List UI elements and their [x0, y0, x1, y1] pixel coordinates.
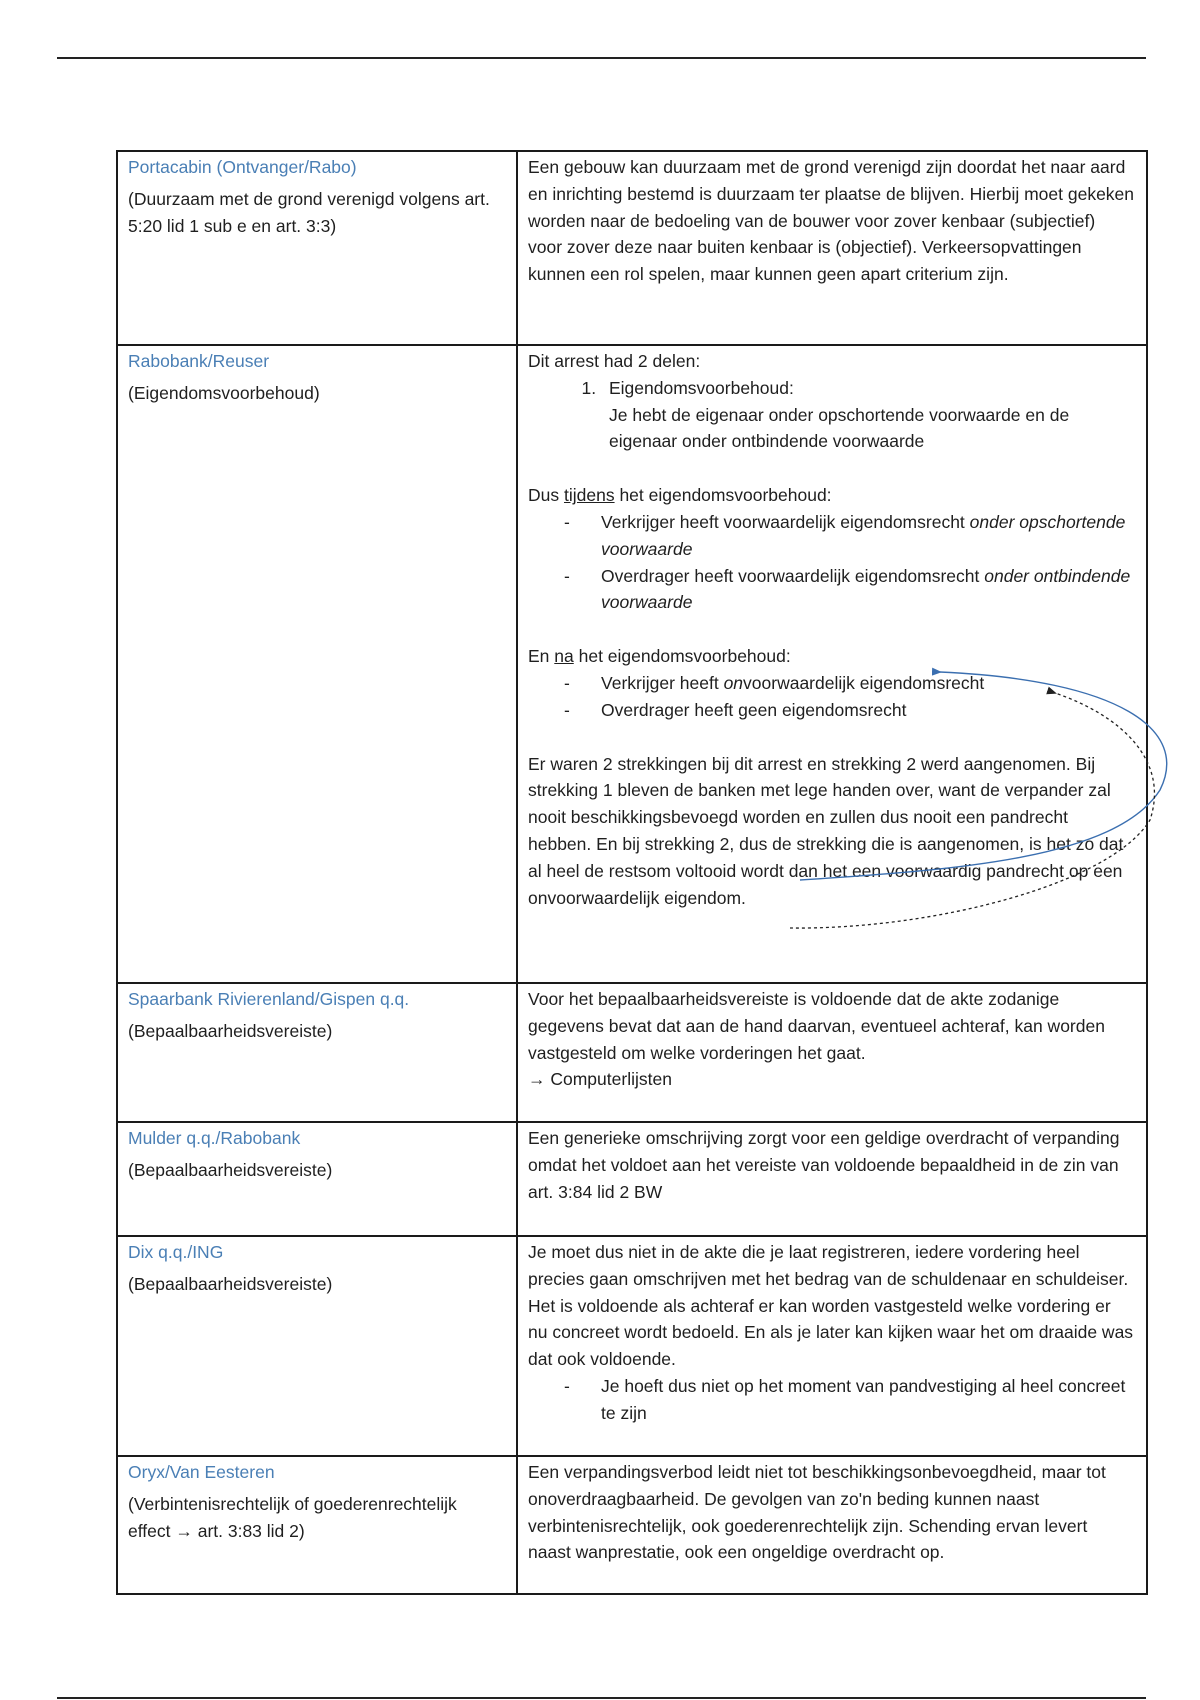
list-item: - Verkrijger heeft voorwaardelijk eigendomsrecht onder opschortende voorwaarde — [601, 509, 1134, 563]
case-link[interactable]: Portacabin (Ontvanger/Rabo) — [128, 157, 357, 177]
list-item-title: 1. Eigendomsvoorbehoud: — [609, 377, 794, 398]
case-cell — [117, 151, 517, 345]
after-heading: En na het eigendomsvoorbehoud: — [528, 646, 791, 667]
case-topic: (Bepaalbaarheidsvereiste) — [128, 1273, 333, 1294]
summary-text: Een verpandingsverbod leidt niet tot beschikkingsonbevoegdheid, maar tot onoverdraagbaarheid. De gevolgen van zo'n beding kunnen naast verbintenisrechtelijk, ook goederenrechtelijk zijn. Schending ervan levert naast wanprestatie, ook een ongeldige overdracht op. — [528, 1462, 1106, 1563]
case-topic: (Bepaalbaarheidsvereiste) — [128, 1020, 333, 1041]
list-item: - Overdrager heeft voorwaardelijk eigendomsrecht onder ontbindende voorwaarde — [601, 563, 1134, 617]
case-link[interactable]: Oryx/Van Eesteren — [128, 1462, 275, 1482]
summary-intro: Dit arrest had 2 delen: — [528, 351, 701, 371]
table-row — [117, 1122, 1147, 1236]
list-item: - Verkrijger heeft onvoorwaardelijk eigendomsrecht — [601, 670, 1134, 697]
case-link[interactable]: Rabobank/Reuser — [128, 351, 270, 371]
summary-text: Een generieke omschrijving zorgt voor een geldige overdracht of verpanding omdat het voldoet aan het vereiste van voldoende bepaaldheid in de zin van art. 3:84 lid 2 BW — [528, 1128, 1120, 1202]
case-link[interactable]: Dix q.q./ING — [128, 1242, 224, 1262]
summary-arrow-line: → Computerlijsten — [528, 1069, 672, 1090]
summary-text: Een gebouw kan duurzaam met de grond verenigd zijn doordat het naar aard en inrichting bestemd is duurzaam ter plaatse de blijven. Hierbij moet gekeken worden naar de bedoeling van de bouwer voor zover kenbaar (subjectief) voor zover deze naar buiten kenbaar is (objectief). Verkeersopvattingen kunnen een rol spelen, maar kunnen geen apart criterium zijn. — [528, 157, 1135, 285]
dash-list — [528, 509, 1134, 616]
table-row — [117, 151, 1147, 345]
summary-cell — [517, 1456, 1147, 1594]
summary-cell — [517, 1236, 1147, 1456]
table-row — [117, 1456, 1147, 1594]
case-link[interactable]: Mulder q.q./Rabobank — [128, 1128, 301, 1148]
dash-list — [528, 670, 1134, 724]
summary-text: Voor het bepaalbaarheidsvereiste is voldoende dat de akte zodanige gegevens bevat dat aan de hand daarvan, eventueel achteraf, kan worden vastgesteld om welke vorderingen het gaat. — [528, 989, 1105, 1063]
case-cell — [117, 1236, 517, 1456]
case-table — [116, 150, 1148, 1595]
case-topic: (Duurzaam met de grond verenigd volgens art. 5:20 lid 1 sub e en art. 3:3) — [128, 188, 490, 236]
table-row — [117, 345, 1147, 983]
footer-rule — [57, 1697, 1146, 1699]
case-cell — [117, 983, 517, 1122]
list-item-text: Je hebt de eigenaar onder opschortende voorwaarde en de eigenaar onder ontbindende voorwaarde — [609, 404, 1070, 452]
list-item: - Overdrager heeft geen eigendomsrecht — [601, 697, 1134, 724]
case-cell — [117, 345, 517, 983]
summary-cell — [517, 1122, 1147, 1236]
table-row — [117, 983, 1147, 1122]
dash-list — [528, 1373, 1134, 1427]
case-cell — [117, 1122, 517, 1236]
case-link[interactable]: Spaarbank Rivierenland/Gispen q.q. — [128, 989, 410, 1009]
list-item — [601, 375, 1134, 455]
summary-paragraph: Er waren 2 strekkingen bij dit arrest en strekking 2 werd aangenomen. Bij strekking 1 bleven de banken met lege handen over, want de verpander zal nooit beschikkingsbevoegd worden en zullen dus nooit een pandrecht hebben. En bij strekking 2, dus de strekking die is aangenomen, is het zo dat al heel de restsom voltooid wordt dan het een voorwaardig pandrecht op een onvoorwaardelijk eigendom. — [528, 753, 1124, 908]
during-heading: Dus tijdens het eigendomsvoorbehoud: — [528, 485, 832, 506]
case-cell — [117, 1456, 517, 1594]
summary-text: Je moet dus niet in de akte die je laat registreren, iedere vordering heel precies gaan omschrijven met het bedrag van de schuldenaar en schuldeiser. Het is voldoende als achteraf er kan worden vastgesteld welke vordering er nu concreet wordt bedoeld. En als je later kan kijken waar het om draaide was dat ook voldoende. — [528, 1242, 1134, 1370]
case-topic: (Bepaalbaarheidsvereiste) — [128, 1159, 333, 1180]
case-topic: (Verbintenisrechtelijk of goederenrechtelijk effect → art. 3:83 lid 2) — [128, 1493, 457, 1541]
summary-cell — [517, 983, 1147, 1122]
list-item: - Je hoeft dus niet op het moment van pandvestiging al heel concreet te zijn — [601, 1373, 1134, 1427]
header-rule — [57, 57, 1146, 59]
numbered-list — [528, 375, 1134, 455]
summary-cell — [517, 151, 1147, 345]
summary-cell — [517, 345, 1147, 983]
table-row — [117, 1236, 1147, 1456]
case-topic: (Eigendomsvoorbehoud) — [128, 382, 320, 403]
